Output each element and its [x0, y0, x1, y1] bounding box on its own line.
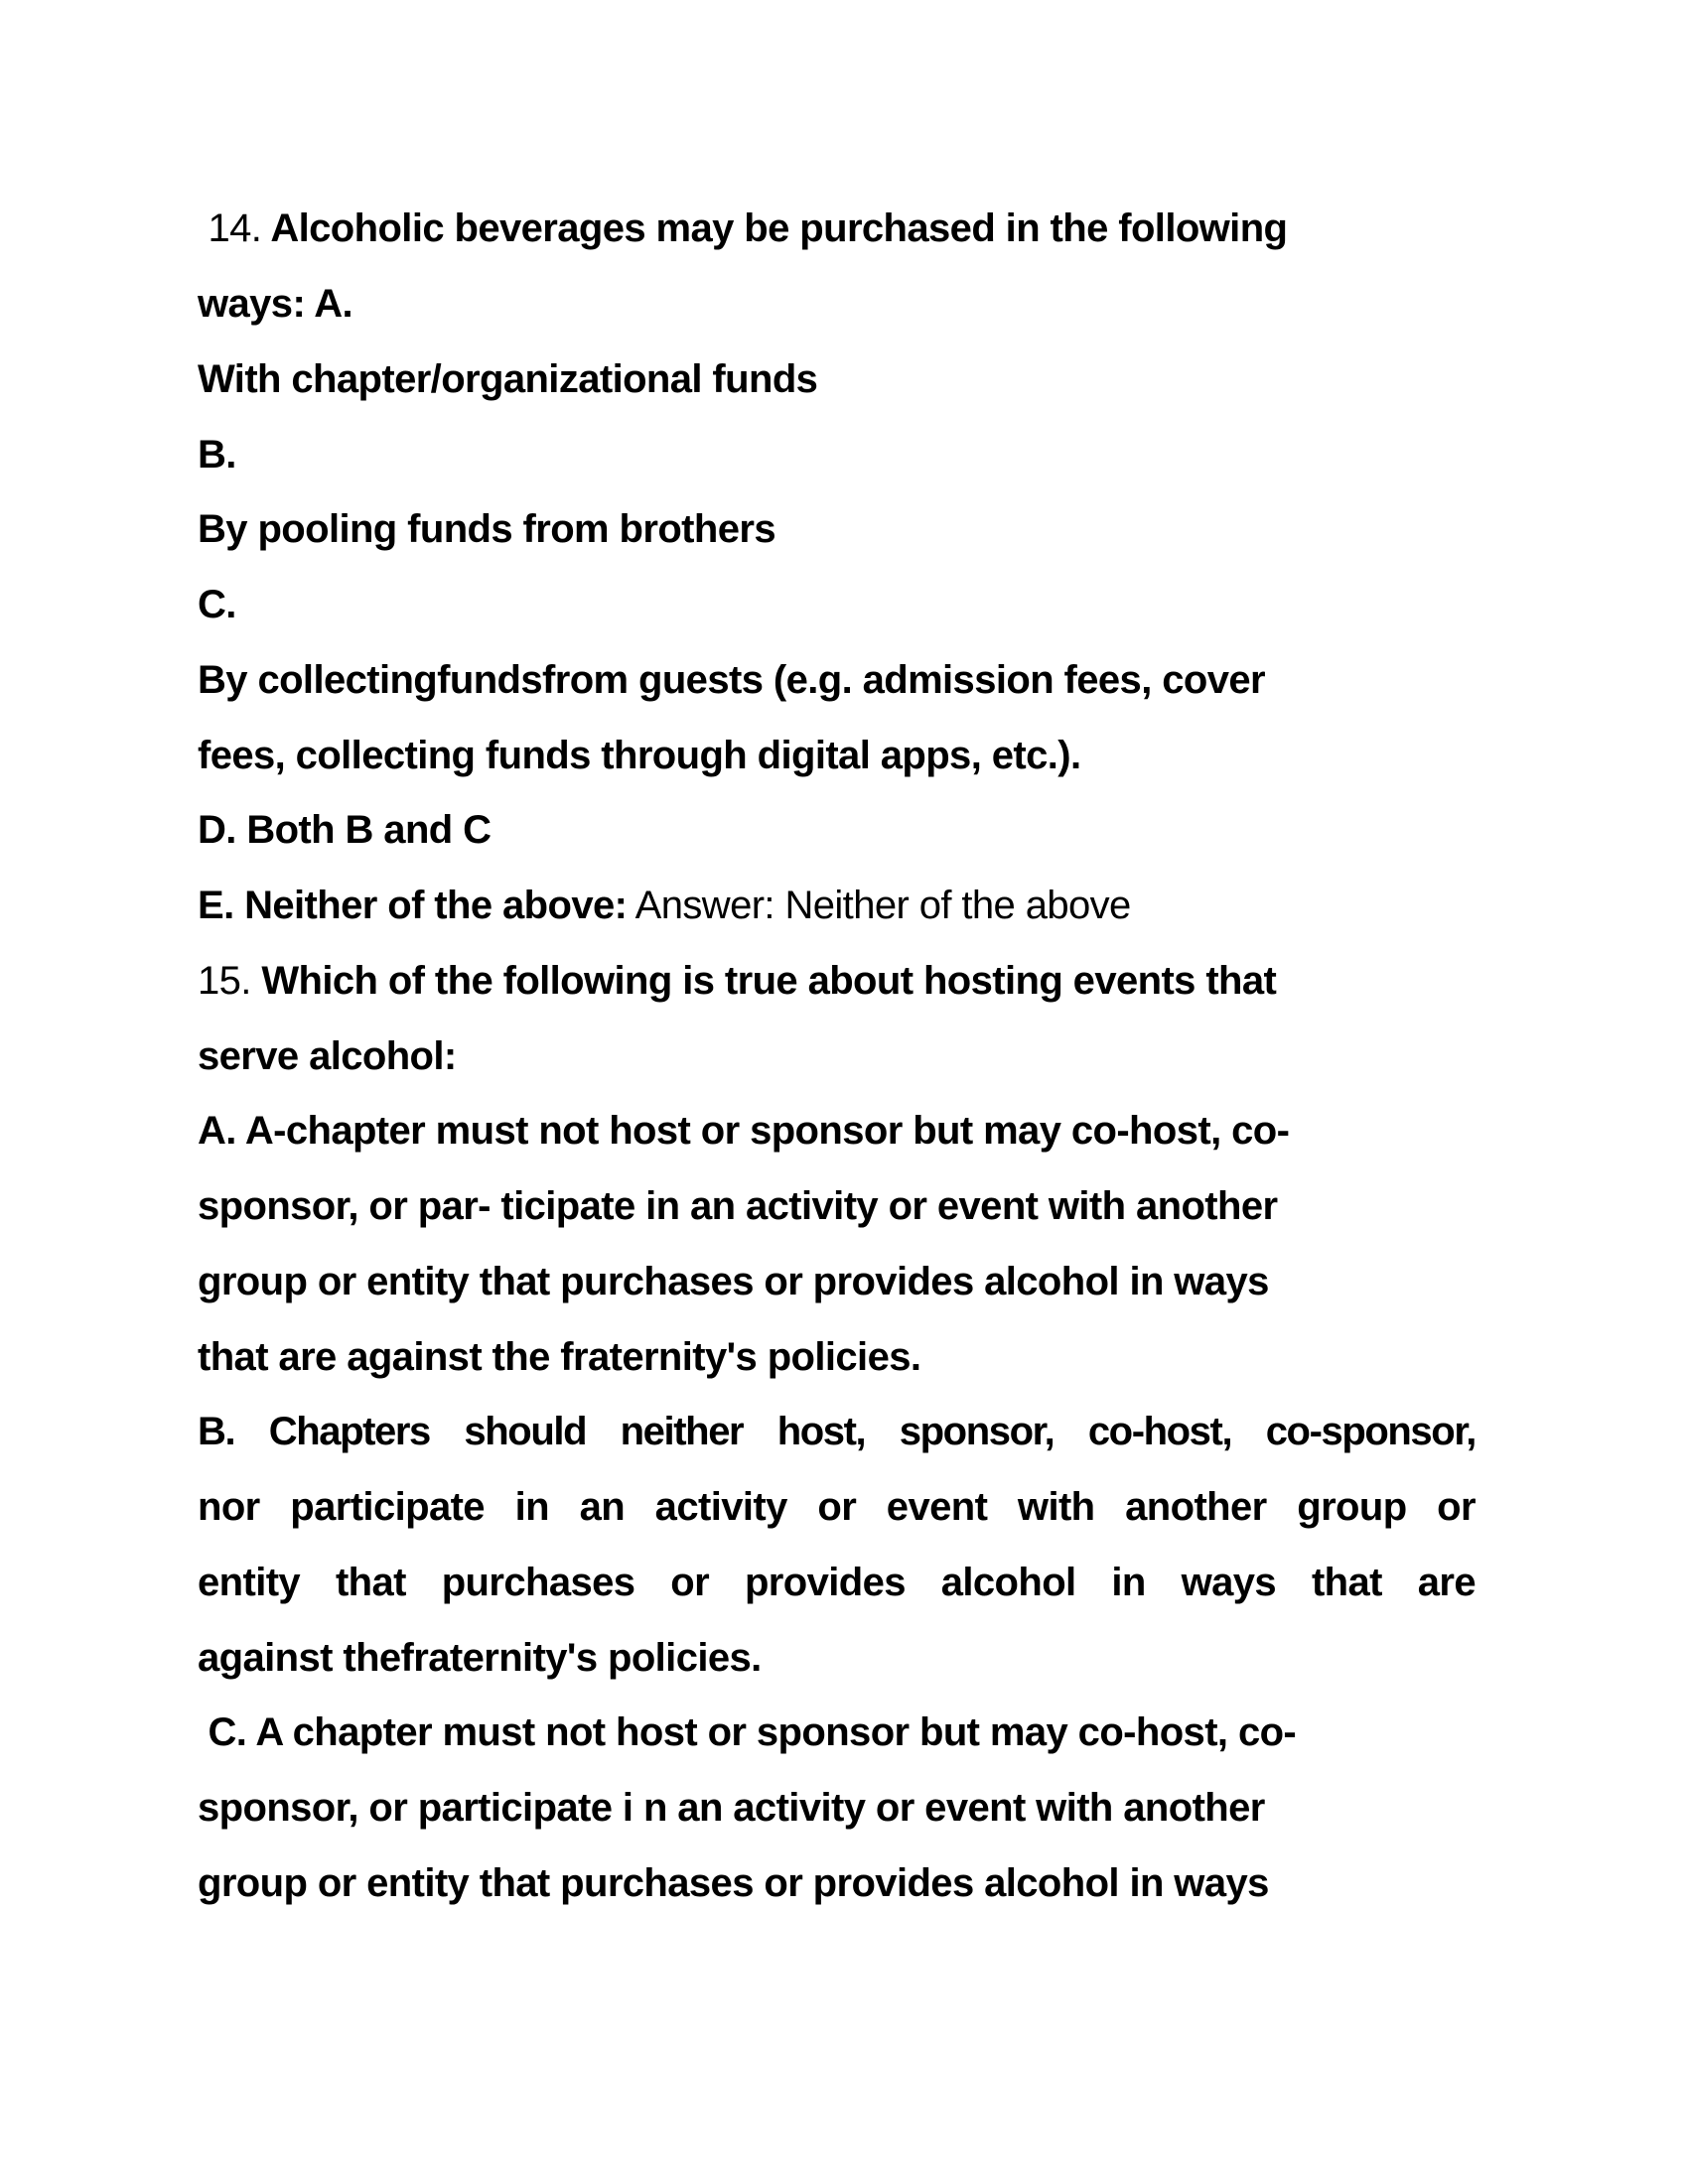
question-14-stem: [198, 205, 1478, 251]
answer-text: Answer: Neither of the above: [627, 884, 1131, 927]
option-c-text-cont: fees, collecting funds through digital apps, etc.).: [198, 734, 1081, 777]
question-number: 15.: [198, 959, 251, 1003]
question-15-stem: [198, 958, 1478, 1004]
option-c-text-cont: group or entity that purchases or provides alcohol in ways: [198, 1861, 1269, 1905]
question-15-stem-cont: serve alcohol:: [198, 1034, 457, 1078]
option-c-label: C.: [198, 583, 236, 626]
option-b-text-cont: against thefraternity's policies.: [198, 1636, 762, 1680]
option-a-text: A. A-chapter must not host or sponsor but may co-host, co-: [198, 1109, 1290, 1153]
option-a-text-cont: that are against the fraternity's policies.: [198, 1335, 921, 1379]
option-c-text: By collectingfundsfrom guests (e.g. admission fees, cover: [198, 658, 1265, 702]
option-b-text-cont: entity that purchases or provides alcohol in ways that are: [198, 1561, 1476, 1604]
option-d: D. Both B and C: [198, 808, 492, 852]
option-c-text: C. A chapter must not host or sponsor but may co-host, co-: [198, 1710, 1297, 1754]
option-e-text: E. Neither of the above:: [198, 884, 628, 927]
option-a-text-cont: group or entity that purchases or provides alcohol in ways: [198, 1260, 1269, 1303]
question-text: Alcoholic beverages may be purchased in the following: [261, 206, 1288, 250]
question-14-stem-cont: ways: A.: [198, 282, 353, 326]
option-b-label: B.: [198, 433, 236, 477]
option-a-text-cont: sponsor, or par- ticipate in an activity or event with another: [198, 1184, 1278, 1228]
question-number: 14.: [198, 206, 262, 250]
question-text: Which of the following is true about hosting events that: [250, 959, 1277, 1003]
option-a-text: With chapter/organizational funds: [198, 357, 818, 401]
option-b-text: B. Chapters should neither host, sponsor, co-host, co-sponsor,: [198, 1410, 1476, 1453]
option-c-text-cont: sponsor, or participate i n an activity or event with another: [198, 1786, 1265, 1830]
option-b-text-cont: nor participate in an activity or event with another group or: [198, 1485, 1476, 1529]
option-e: [198, 883, 1478, 928]
option-b-text: By pooling funds from brothers: [198, 507, 775, 551]
